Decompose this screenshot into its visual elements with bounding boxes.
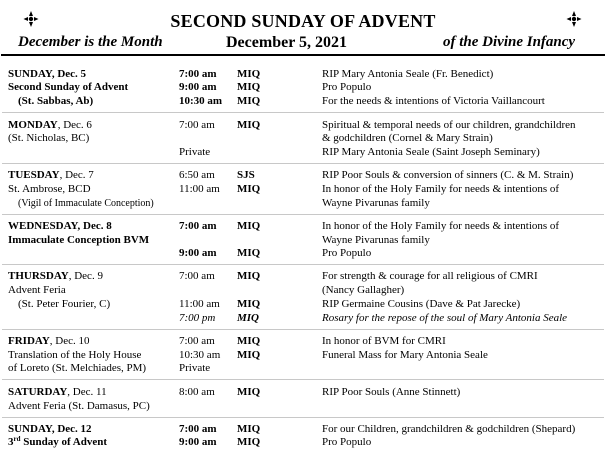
day-heading: WEDNESDAY, Dec. 8	[8, 220, 112, 232]
day-heading: SATURDAY, Dec. 11	[8, 386, 107, 398]
page-title: SECOND SUNDAY OF ADVENT	[170, 11, 436, 31]
mass-time: 7:00 am	[179, 68, 217, 80]
mass-intention: RIP Poor Souls & conversion of sinners (C. & M. Strain)	[322, 169, 574, 181]
mass-intention: In honor of the Holy Family for needs & intentions of	[322, 183, 560, 195]
mass-intention: RIP Mary Antonia Seale (Saint Joseph Seminary)	[322, 146, 540, 158]
feast-commemoration: (St. Peter Fourier, C)	[18, 298, 111, 310]
mass-intention: RIP Poor Souls (Anne Stinnett)	[322, 386, 461, 398]
feast-name: St. Ambrose, BCD	[8, 183, 91, 195]
feast-name: Immaculate Conception BVM	[8, 234, 150, 246]
feast-commemoration: (St. Nicholas, BC)	[8, 132, 90, 144]
feast-name: 3rd Sunday of Advent	[8, 435, 108, 448]
feast-name: Second Sunday of Advent	[8, 81, 129, 93]
mass-intention: For strength & courage for all religious of CMRI	[322, 270, 538, 282]
mass-time: 9:00 am	[179, 247, 217, 259]
mass-intention: In honor of BVM for CMRI	[322, 335, 446, 347]
mass-time: 7:00 pm	[179, 312, 216, 324]
mass-location: MIQ	[237, 298, 261, 310]
mass-intention: For our Children, grandchildren & godchildren (Shepard)	[322, 423, 576, 435]
mass-time: 10:30 am	[179, 349, 221, 361]
maltese-cross-icon	[566, 10, 582, 28]
day-heading: THURSDAY, Dec. 9	[8, 270, 103, 282]
divider	[2, 112, 604, 113]
feast-vigil: (Vigil of Immaculate Conception)	[18, 198, 154, 209]
day-heading: SUNDAY, Dec. 5	[8, 68, 87, 80]
mass-intention: In honor of the Holy Family for needs & intentions of	[322, 220, 560, 232]
mass-time: 10:30 am	[179, 95, 223, 107]
mass-intention: Rosary for the repose of the soul of Mary Antonia Seale	[322, 312, 568, 324]
mass-intention: Pro Populo	[322, 436, 372, 448]
mass-time: Private	[179, 362, 211, 374]
month-dedication-right: of the Divine Infancy	[443, 34, 576, 50]
mass-time: 8:00 am	[179, 386, 215, 398]
mass-location: MIQ	[237, 247, 261, 259]
mass-location: MIQ	[237, 335, 261, 347]
mass-intention: Wayne Pivarunas family	[322, 234, 430, 246]
mass-intention: & godchildren (Cornel & Mary Strain)	[322, 132, 493, 144]
day-heading: SUNDAY, Dec. 12	[8, 423, 92, 435]
day-heading: FRIDAY, Dec. 10	[8, 335, 90, 347]
day-heading: MONDAY, Dec. 6	[8, 119, 92, 131]
mass-time: 6:50 am	[179, 169, 215, 181]
mass-time: 7:00 am	[179, 119, 215, 131]
mass-time: 9:00 am	[179, 436, 217, 448]
bulletin-date: December 5, 2021	[226, 34, 347, 51]
day-heading: TUESDAY, Dec. 7	[8, 169, 94, 181]
mass-location: MIQ	[237, 183, 261, 195]
mass-location: SJS	[237, 169, 255, 181]
feast-name: Advent Feria (St. Damasus, PC)	[8, 400, 150, 412]
feast-name-continued: of Loreto (St. Melchiades, PM)	[8, 362, 147, 374]
divider	[2, 379, 604, 380]
header-rule	[1, 54, 605, 56]
mass-time: 9:00 am	[179, 81, 217, 93]
mass-location: MIQ	[237, 423, 261, 435]
mass-location: MIQ	[237, 119, 261, 131]
divider	[2, 417, 604, 418]
mass-intention: Funeral Mass for Mary Antonia Seale	[322, 349, 488, 361]
mass-time: 11:00 am	[179, 298, 220, 310]
mass-location: MIQ	[237, 386, 261, 398]
feast-name: Translation of the Holy House	[8, 349, 142, 361]
mass-intention: For the needs & intentions of Victoria Vaillancourt	[322, 95, 545, 107]
month-dedication-left: December is the Month	[18, 34, 163, 50]
feast-name: Advent Feria	[8, 284, 66, 296]
mass-intention: Wayne Pivarunas family	[322, 197, 430, 209]
mass-time: 7:00 am	[179, 335, 215, 347]
mass-time: 7:00 am	[179, 423, 217, 435]
mass-location: MIQ	[237, 270, 261, 282]
mass-intention: Pro Populo	[322, 81, 372, 93]
mass-location: MIQ	[237, 95, 261, 107]
feast-commemoration: (St. Sabbas, Ab)	[18, 95, 94, 107]
mass-location: MIQ	[237, 220, 261, 232]
mass-location: MIQ	[237, 68, 261, 80]
mass-intention: RIP Mary Antonia Seale (Fr. Benedict)	[322, 68, 494, 80]
mass-location: MIQ	[237, 81, 261, 93]
mass-time: 7:00 am	[179, 220, 217, 232]
mass-location: MIQ	[237, 312, 260, 324]
divider	[2, 163, 604, 164]
divider	[2, 264, 604, 265]
divider	[2, 329, 604, 330]
divider	[2, 214, 604, 215]
mass-location: MIQ	[237, 436, 261, 448]
mass-time: 11:00 am	[179, 183, 220, 195]
mass-intention: Spiritual & temporal needs of our children, grandchildren	[322, 119, 576, 131]
mass-intention: RIP Germaine Cousins (Dave & Pat Jarecke)	[322, 298, 521, 310]
mass-intention: Pro Populo	[322, 247, 372, 259]
mass-intention: (Nancy Gallagher)	[322, 284, 405, 296]
mass-time: Private	[179, 146, 211, 158]
mass-location: MIQ	[237, 349, 261, 361]
mass-time: 7:00 am	[179, 270, 215, 282]
